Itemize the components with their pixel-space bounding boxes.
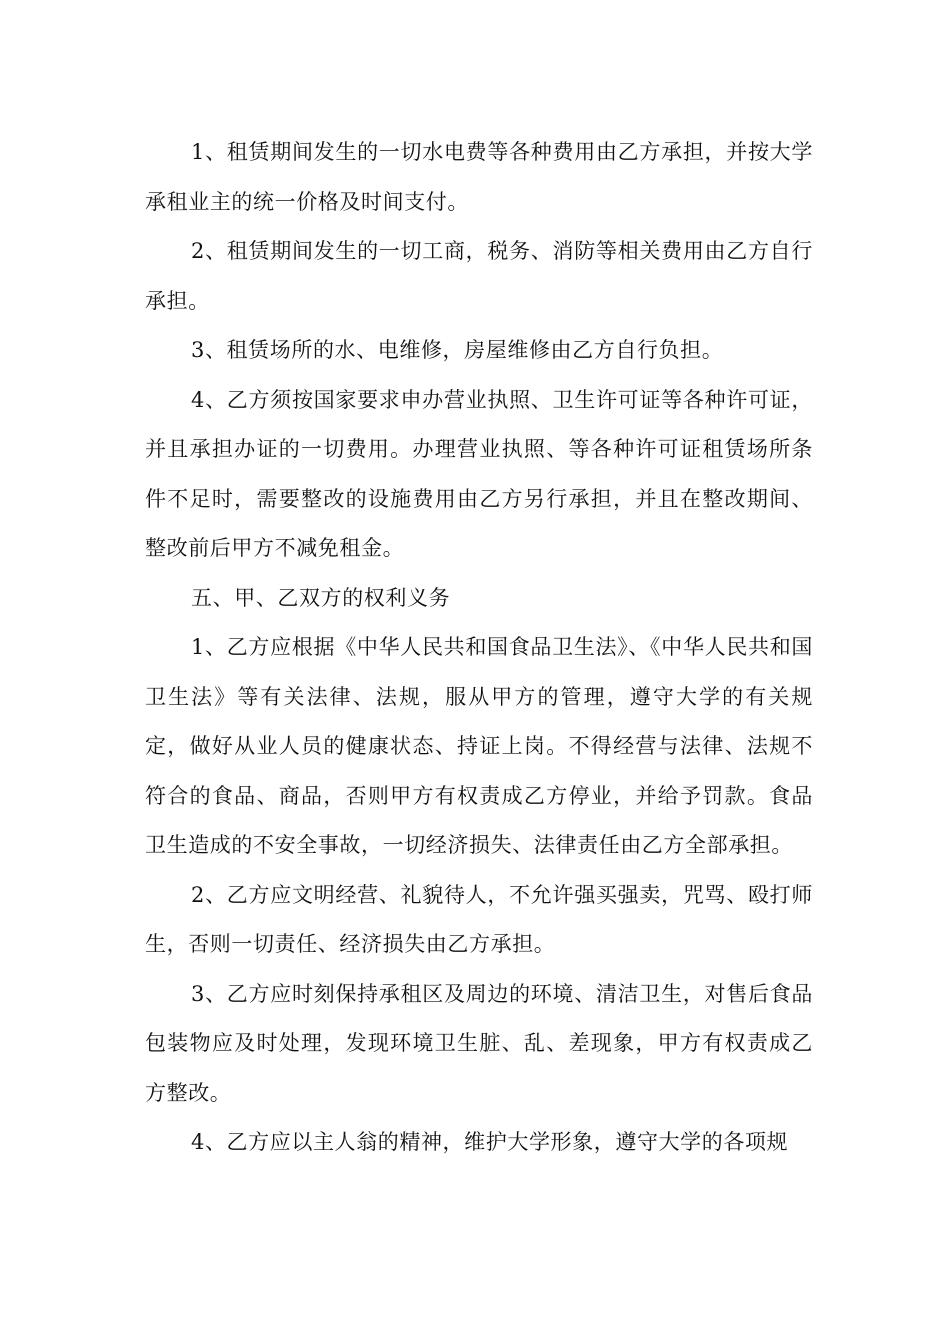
section-heading-rights-obligations: 五、甲、乙双方的权利义务: [191, 585, 451, 610]
paragraph-tax-fees: 2、租赁期间发生的一切工商，税务、消防等相关费用由乙方自行承担。: [145, 239, 813, 313]
document-body: [145, 128, 813, 1168]
paragraph-civil-conduct: 2、乙方应文明经营、礼貌待人，不允许强买强卖，咒骂、殴打师生，否则一切责任、经济损失由乙方承担。: [145, 882, 813, 956]
paragraph-university-image: 4、乙方应以主人翁的精神，维护大学形象，遵守大学的各项规: [191, 1130, 789, 1154]
paragraph-maintenance: 3、租赁场所的水、电维修，房屋维修由乙方自行负担。: [191, 338, 724, 362]
paragraph-licenses: 4、乙方须按国家要求申办营业执照、卫生许可证等各种许可证，并且承担办证的一切费用。办理营业执照、等各种许可证租赁场所条件不足时，需要整改的设施费用由乙方另行承担，并且在整改期间、整改前后甲方不减免租金。: [145, 387, 813, 560]
paragraph-sanitation: 3、乙方应时刻保持承租区及周边的环境、清洁卫生，对售后食品包装物应及时处理，发现环境卫生脏、乱、差现象，甲方有权责成乙方整改。: [145, 981, 813, 1105]
paragraph-utility-fees: 1、租赁期间发生的一切水电费等各种费用由乙方承担，并按大学承租业主的统一价格及时间支付。: [145, 140, 813, 214]
paragraph-food-safety: 1、乙方应根据《中华人民共和国食品卫生法》、《中华人民共和国卫生法》等有关法律、法规，服从甲方的管理，遵守大学的有关规定，做好从业人员的健康状态、持证上岗。不得经营与法律、法规不符合的食品、商品，否则甲方有权责成乙方停业，并给予罚款。食品卫生造成的不安全事故，一切经济损失、法律责任由乙方全部承担。: [145, 635, 813, 857]
